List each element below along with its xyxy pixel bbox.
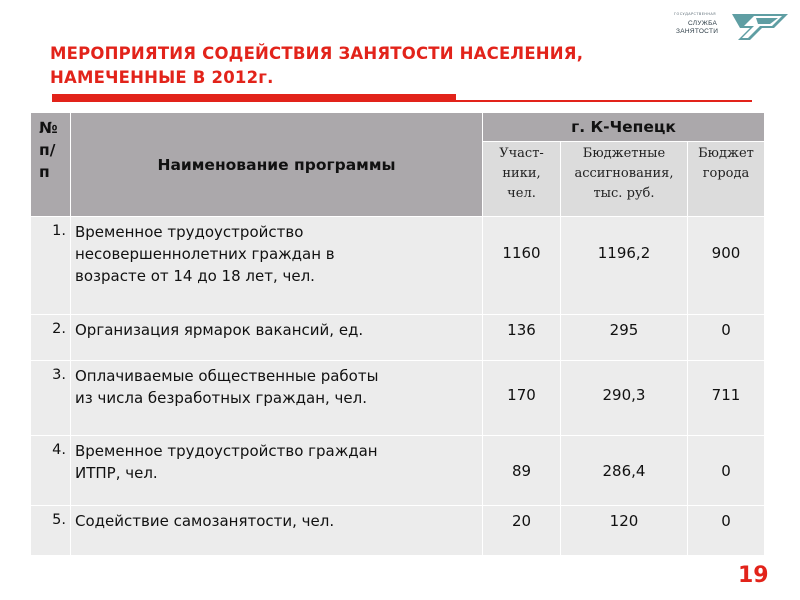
row-city-budget: 711 (688, 361, 765, 436)
title-underline-thick (52, 94, 456, 102)
slide-title-line-1: МЕРОПРИЯТИЯ СОДЕЙСТВИЯ ЗАНЯТОСТИ НАСЕЛЕНИЯ, (50, 44, 584, 63)
logo-line-2: ЗАНЯТОСТИ (676, 28, 719, 35)
row-budget-allocations: 295 (561, 315, 688, 361)
row-budget-allocations: 286,4 (561, 436, 688, 506)
page-number: 19 (738, 563, 769, 588)
table-row (31, 436, 765, 506)
row-participants: 1160 (483, 217, 561, 315)
row-participants: 89 (483, 436, 561, 506)
row-number: 1. (31, 217, 71, 315)
table-row (31, 361, 765, 436)
logo-small-text: ГОСУДАРСТВЕННАЯ (674, 12, 716, 16)
row-number: 5. (31, 506, 71, 556)
row-city-budget: 0 (688, 506, 765, 556)
row-number: 4. (31, 436, 71, 506)
table-header-row (31, 113, 765, 142)
service-logo (670, 10, 792, 42)
row-city-budget: 0 (688, 436, 765, 506)
header-city: г. К-Чепецк (483, 113, 765, 142)
row-city-budget: 900 (688, 217, 765, 315)
row-participants: 170 (483, 361, 561, 436)
table-row (31, 506, 765, 556)
row-participants: 136 (483, 315, 561, 361)
row-program-name: Оплачиваемые общественные работы из числа безработных граждан, чел. (71, 361, 483, 436)
row-city-budget: 0 (688, 315, 765, 361)
row-number: 2. (31, 315, 71, 361)
table-row (31, 217, 765, 315)
title-underline-thin (456, 100, 752, 102)
row-program-name: Содействие самозанятости, чел. (71, 506, 483, 556)
logo-line-1: СЛУЖБА (688, 20, 718, 27)
header-program-name: Наименование программы (71, 113, 483, 217)
row-budget-allocations: 1196,2 (561, 217, 688, 315)
header-number: № п/ п (31, 113, 71, 217)
row-participants: 20 (483, 506, 561, 556)
header-budget-allocations: Бюджетные ассигнования, тыс. руб. (561, 142, 688, 217)
header-participants: Участ- ники, чел. (483, 142, 561, 217)
events-table (30, 112, 765, 556)
slide-title-line-2: НАМЕЧЕННЫЕ В 2012г. (50, 68, 274, 87)
row-program-name: Временное трудоустройство граждан ИТПР, чел. (71, 436, 483, 506)
slide-title (50, 42, 700, 90)
header-city-budget: Бюджет города (688, 142, 765, 217)
row-budget-allocations: 290,3 (561, 361, 688, 436)
row-budget-allocations: 120 (561, 506, 688, 556)
row-number: 3. (31, 361, 71, 436)
row-program-name: Организация ярмарок вакансий, ед. (71, 315, 483, 361)
row-program-name: Временное трудоустройство несовершеннолетних граждан в возрасте от 14 до 18 лет, чел. (71, 217, 483, 315)
table-row (31, 315, 765, 361)
